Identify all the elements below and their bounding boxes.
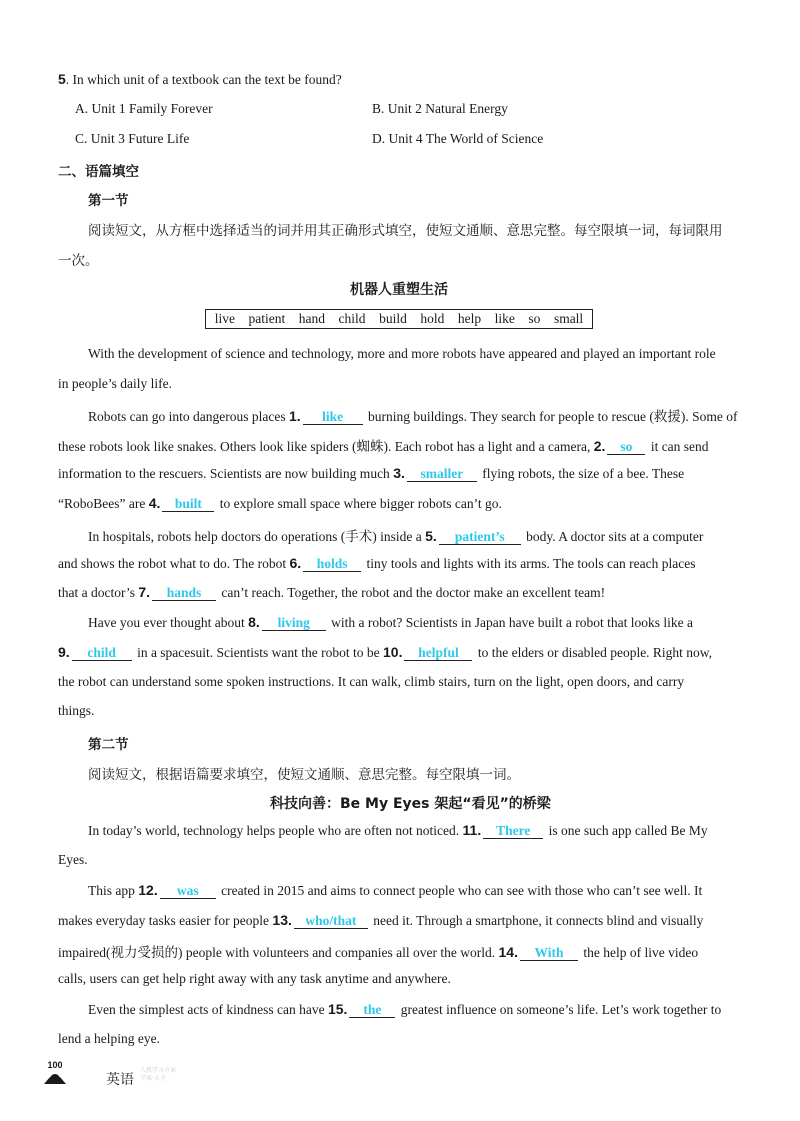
blank-number: 11. xyxy=(462,822,482,838)
word-box-item: so xyxy=(528,311,541,326)
answer-blank: There xyxy=(483,823,543,839)
answer-blank: was xyxy=(160,883,216,899)
page-number: 100 xyxy=(47,1060,63,1070)
q5-option-b: B. Unit 2 Natural Energy xyxy=(372,101,508,116)
p6-line3: impaired(视力受损的) people with volunteers and companies all over the world. 14. With the help of live video xyxy=(58,944,699,960)
footer-faint-text: 人教学习方案 学案·大全 xyxy=(140,1067,177,1082)
part1-instruction: 阅读短文，从方框中选择适当的词并用其正确形式填空，使短文通顺、意思完整。每空限填一词，每词限用 xyxy=(88,223,723,239)
q5-option-c: C. Unit 3 Future Life xyxy=(75,131,190,146)
passage1-title: 机器人重塑生活 xyxy=(350,282,448,298)
p5-line2: Eyes. xyxy=(58,852,88,867)
p2-line4: “RoboBees” are 4. built to explore small space where bigger robots can’t go. xyxy=(58,495,502,511)
blank-number: 13. xyxy=(272,912,292,928)
answer-blank: With xyxy=(520,945,578,961)
p2-line2: these robots look like snakes. Others look like spiders (蜘蛛). Each robot has a light and a camera, 2. so it can send xyxy=(58,438,709,454)
p7-line2: lend a helping eye. xyxy=(58,1031,160,1046)
answer-blank: so xyxy=(607,439,645,455)
answer-blank: child xyxy=(72,645,132,661)
part1-instruction-cont: 一次。 xyxy=(58,253,99,269)
p6-line2: makes everyday tasks easier for people 13. who/that need it. Through a smartphone, it connects blind and visually xyxy=(58,912,704,928)
passage2-title: 科技向善：Be My Eyes 架起“看见”的桥梁 xyxy=(270,796,551,812)
blank-number: 3. xyxy=(393,465,405,481)
part2-instruction: 阅读短文，根据语篇要求填空，使短文通顺、意思完整。每空限填一词。 xyxy=(88,767,520,783)
word-box-item: build xyxy=(379,311,407,326)
answer-blank: the xyxy=(349,1002,395,1018)
blank-number: 14. xyxy=(498,944,518,960)
blank-number: 1. xyxy=(288,408,301,424)
blank-number: 7. xyxy=(138,584,151,600)
p6-line1: This app 12. was created in 2015 and aims to connect people who can see with those who can’t see well. It xyxy=(88,882,703,898)
part1-label: 第一节 xyxy=(88,193,129,209)
p7-line1: Even the simplest acts of kindness can have 15. the greatest influence on someone’s life. Let’s work together to xyxy=(88,1001,722,1017)
p4-line2: 9. child in a spacesuit. Scientists want the robot to be 10. helpful to the elders or disabled people. Right now, xyxy=(58,644,713,660)
word-box-item: hold xyxy=(420,311,445,326)
part2-label: 第二节 xyxy=(88,737,129,753)
p6-line4: calls, users can get help right away with any task anytime and anywhere. xyxy=(58,971,451,986)
word-box xyxy=(205,309,593,329)
answer-blank: helpful xyxy=(404,645,472,661)
word-box-item: child xyxy=(338,311,366,326)
blank-number: 9. xyxy=(58,644,70,660)
answer-blank: like xyxy=(303,409,363,425)
word-box-item: small xyxy=(553,311,584,326)
p4-line4: things. xyxy=(58,703,95,718)
blank-number: 8. xyxy=(248,614,260,630)
answer-blank: who/that xyxy=(294,913,368,929)
p3-line1: In hospitals, robots help doctors do operations (手术) inside a 5. patient’s body. A doctor sits at a computer xyxy=(88,528,704,544)
p3-line3: that a doctor’s 7. hands can’t reach. Together, the robot and the doctor make an excellent team! xyxy=(58,584,606,600)
p3-line2: and shows the robot what to do. The robot 6. holds tiny tools and lights with its arms. The tools can reach places xyxy=(58,555,696,571)
answer-blank: holds xyxy=(303,556,361,572)
word-box-item: like xyxy=(494,311,515,326)
section-heading: 二、语篇填空 xyxy=(58,164,139,180)
word-box-item: help xyxy=(457,311,482,326)
q5-stem: 5. In which unit of a textbook can the text be found? xyxy=(58,71,342,87)
q5-option-a: A. Unit 1 Family Forever xyxy=(75,101,213,116)
word-box-item: patient xyxy=(248,311,286,326)
blank-number: 15. xyxy=(327,1001,348,1017)
blank-number: 12. xyxy=(138,882,158,898)
p1-line1: With the development of science and technology, more and more robots have appeared and played an important role xyxy=(88,346,716,361)
p2-line3: information to the rescuers. Scientists are now building much 3. smaller flying robots, the size of a bee. These xyxy=(58,465,685,481)
blank-number: 10. xyxy=(383,644,403,660)
p5-line1: In today’s world, technology helps people who are often not noticed. 11. There is one such app called Be My xyxy=(88,822,708,838)
blank-number: 5. xyxy=(425,528,437,544)
answer-blank: hands xyxy=(152,585,216,601)
word-box-item: live xyxy=(214,311,235,326)
blank-number: 4. xyxy=(148,495,161,511)
footer-subject: 英语 xyxy=(106,1072,134,1088)
page-number-badge xyxy=(40,1062,70,1086)
q5-option-d: D. Unit 4 The World of Science xyxy=(372,131,544,146)
word-box-item: hand xyxy=(298,311,326,326)
answer-blank: smaller xyxy=(407,466,477,482)
p4-line1: Have you ever thought about 8. living with a robot? Scientists in Japan have built a robot that looks like a xyxy=(88,614,693,630)
answer-blank: patient’s xyxy=(439,529,521,545)
p1-line2: in people’s daily life. xyxy=(58,376,172,391)
p2-line1: Robots can go into dangerous places 1. like burning buildings. They search for people to rescue (救援). Some of xyxy=(88,408,738,424)
blank-number: 6. xyxy=(289,555,302,571)
blank-number: 2. xyxy=(593,438,606,454)
p4-line3: the robot can understand some spoken instructions. It can walk, climb stairs, turn on the light, open doors, and carry xyxy=(58,674,685,689)
answer-blank: living xyxy=(262,615,326,631)
answer-blank: built xyxy=(162,496,214,512)
